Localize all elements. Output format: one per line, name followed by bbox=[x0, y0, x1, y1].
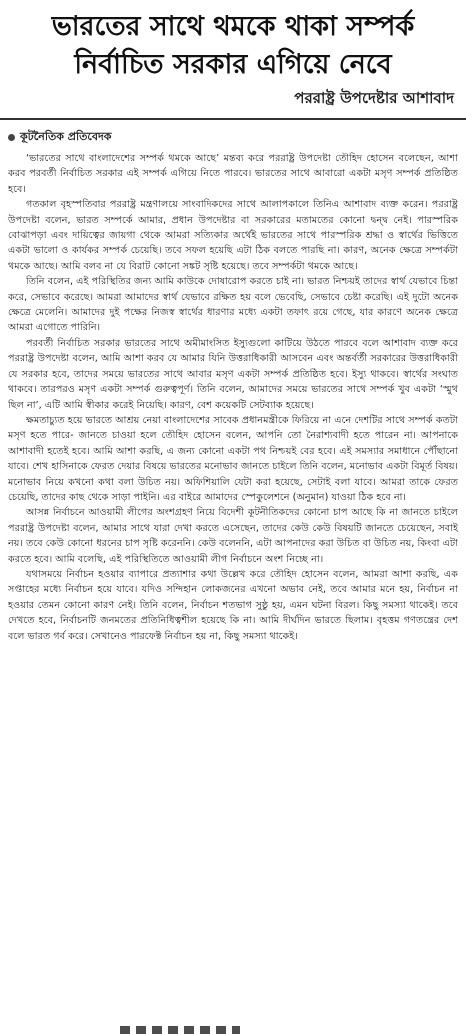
byline bbox=[8, 128, 466, 147]
article-body bbox=[0, 151, 466, 644]
header-divider bbox=[0, 118, 466, 120]
headline-line-1: ভারতের সাথে থমকে থাকা সম্পর্ক bbox=[51, 11, 415, 42]
cropped-next-heading bbox=[0, 1020, 466, 1034]
cropped-text-fragment bbox=[120, 1026, 240, 1034]
subtitle: পররাষ্ট্র উপদেষ্টার আশাবাদ bbox=[294, 89, 454, 107]
paragraph-2: গতকাল বৃহস্পতিবার পররাষ্ট্র মন্ত্রণালয়ে সাংবাদিকদের সাথে আলাপকালে তিনিএ আশাবাদ ব্যক্ত করেন। পররাষ্ট্র উপদেষ্টা বলেন, ভারত সম্পর্কে আমার, প্রধান উপদেষ্টার বা সরকারের মতামতের কোনো দ্বন্দ্ব নেই। পারস্পরিক বোঝাপড়া এবং দায়িত্বের জায়গা থেকে আমরা সত্যিকার অর্থেই ভারতের সাথে পারস্পরিক শ্রদ্ধা ও স্বার্থের ভিত্তিতে একটা ভালো ও কার্যকর সম্পর্ক চেয়েছি। তবে সফল হয়েছি এটা ঠিক বলতে পারছি না। কারণ, অনেক ক্ষেত্রে সম্পর্কটা থমকে আছে। আমি বলব না যে বিরাট কোনো সঙ্কট সৃষ্টি হয়েছে। তবে সম্পর্কটা থমকে আছে। bbox=[8, 199, 458, 272]
bullet-icon bbox=[8, 134, 15, 141]
paragraph-1: ‘ভারতের সাথে বাংলাদেশের সম্পর্ক থমকে আছে’ মন্তব্য করে পররাষ্ট্র উপদেষ্টা তৌহিদ হোসেন বলেছেন, আশা করব পরবর্তী নির্বাচিত সরকার এই সম্পর্ক এগিয়ে নিতে পারবে। ভারতের সাথে আবারো একটা মসৃণ সম্পর্ক প্রতিষ্ঠিত হবে। bbox=[8, 153, 458, 195]
headline-line-2: নির্বাচিত সরকার এগিয়ে নেবে bbox=[74, 49, 392, 80]
byline-text: কূটনৈতিক প্রতিবেদক bbox=[20, 130, 112, 143]
paragraph-3: তিনি বলেন, এই পরিস্থিতির জন্য আমি কাউকে দোষারোপ করতে চাই না। ভারত নিশ্চয়ই তাদের স্বার্থ যেভাবে চিন্তা করে, সেভাবে করেছে। আমরা আমাদের স্বার্থ যেভাবে রক্ষিত হয় বলে ভেবেছি, সেভাবে চেষ্টা করেছি। এই দুটো অনেক ক্ষেত্রে মেলেনি। আমাদের দুই পক্ষের নিজস্ব স্বার্থের ধারণার মধ্যে একটা তফাৎ রয়ে গেছে, যার কারণে অনেক ক্ষেত্রে আমরা এগোতে পারিনি। bbox=[8, 276, 458, 334]
paragraph-5: ক্ষমতাচ্যুত হয়ে ভারতে আশ্রয় নেয়া বাংলাদেশের সাবেক প্রধানমন্ত্রীকে ফিরিয়ে না এনে দেশটির সাথে সম্পর্ক কতটা মসৃণ হতে পারে- জানতে চাওয়া হলে তৌহিদ হোসেন বলেন, আপনি তো নৈরাশ্যবাদী হতে পারেন না। আপনাকে আশাবাদী হতেই হবে। আমি আশা করছি, এ জন্য কোনো একটা পথ নিশ্চয়ই বের হবে। এই সমস্যার সমাধানে পৌঁছানো যাবে। শেখ হাসিনাকে ফেরত দেয়ার বিষয়ে ভারতের মনোভাব জানতে চাইলে তিনি বলেন, মনোভাব একটা বিমূর্ত বিষয়। মনোভাব নিয়ে কখনো কথা বলা উচিত নয়। অফিশিয়ালি যেটা করা হয়েছে, সেটাই বলা যাবে। আমরা তাকে ফেরত চেয়েছি, তাদের কাছ থেকে সাড়া পাইনি। এর বাইরে আমাদের স্পেকুলেশনে (অনুমান) যাওয়া ঠিক হবে না। bbox=[8, 414, 458, 503]
paragraph-4: পরবর্তী নির্বাচিত সরকার ভারতের সাথে অমীমাংসিত ইস্যুগুলো কাটিয়ে উঠতে পারবে বলে আশাবাদ ব্যক্ত করে পররাষ্ট্র উপদেষ্টা বলেন, আমি আশা করব যে আমার যিনি উত্তরাধিকারী আসবেন এবং অন্তর্বর্তী সরকারের উত্তরাধিকারী যে সরকার হবে, তাদের সময়ে ভারতের সাথে আবার মসৃণ একটা সম্পর্ক প্রতিষ্ঠিত হবে। ইস্যু থাকবে। স্বার্থের সংঘাত থাকবে। তারপরও মসৃণ একটা সম্পর্ক গুরুত্বপূর্ণ। তিনি বলেন, আমাদের সময়ে ভারতের সাথে সম্পর্ক খুব একটা ‘স্মুথ ছিল না’, এটি আমি স্বীকার করেই নিয়েছি। কারণ, বেশ কয়েকটি সেটব্যাক হয়েছে। bbox=[8, 337, 458, 411]
headline bbox=[0, 0, 466, 84]
paragraph-7: যথাসময়ে নির্বাচন হওয়ার ব্যাপারে প্রত্যাশার কথা উল্লেখ করে তৌহিদ হোসেন বলেন, আমরা আশা করছি, এক সপ্তাহের মধ্যে নির্বাচন হয়ে যাবে। যদিও সন্দিহান লোকজনের এখনো অভাব নেই, তবে আমার মনে হয়, নির্বাচন না হওয়ার তেমন কোনো কারণ নেই। তিনি বলেন, নির্বাচন শতভাগ সুষ্ঠু হয়, এমন ঘটনা বিরল। কিছু সমস্যা থাকেই। তবে দেখতে হবে, নির্বাচনটি জনমতের প্রতিনিধিত্বশীল হয়েছে কি না। আমি দীর্ঘদিন ভারতে ছিলাম। বৃহত্তম গণতন্ত্রের দেশ বলে ভারত গর্ব করে। সেখানেও পারফেক্ট নির্বাচন হয় না, কিছু সমস্যা থাকেই। bbox=[8, 568, 458, 642]
paragraph-6: আসন্ন নির্বাচনে আওয়ামী লীগের অংশগ্রহণ নিয়ে বিদেশী কূটনীতিকদের কোনো চাপ আছে কি না জানতে চাইলে পররাষ্ট্র উপদেষ্টা বলেন, আমার সাথে যারা দেখা করতে এসেছেন, তাদের কেউ কেউ বিষয়টি জানতে চেয়েছেন, সবাই নয়। তবে কেউ কোনো ধরনের চাপ সৃষ্টি করেননি। কেউ বলেননি, এটা আপনাদের করা উচিত বা উচিত নয়, কিংবা এটা করতে হবে। আমি বলেছি, এই পরিস্থিতিতে আওয়ামী লীগ নির্বাচনে অংশ নিচ্ছে না। bbox=[8, 507, 458, 565]
